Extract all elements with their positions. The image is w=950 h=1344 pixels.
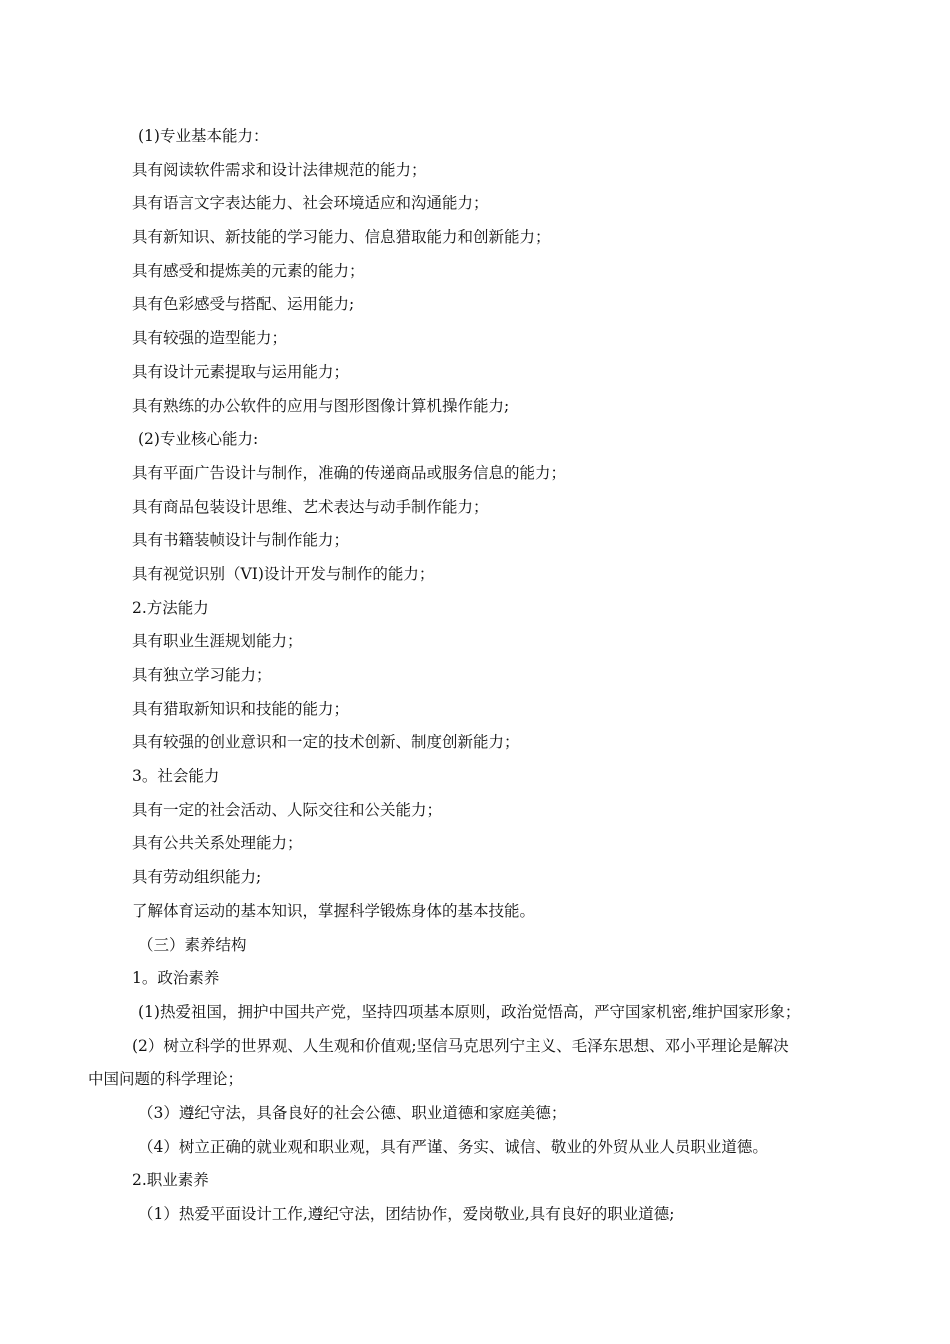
text-line: 具有阅读软件需求和设计法律规范的能力； [132, 160, 427, 179]
text-line: 具有较强的造型能力； [132, 329, 288, 348]
text-line: 具有劳动组织能力; [132, 868, 262, 887]
text-line: 2.职业素养 [132, 1171, 209, 1190]
text-line: 具有平面广告设计与制作，准确的传递商品或服务信息的能力； [132, 463, 567, 482]
text-line: （3）遵纪守法，具备良好的社会公德、职业道德和家庭美德； [138, 1103, 567, 1122]
text-line: 2.方法能力 [132, 598, 209, 617]
text-line: 具有熟练的办公软件的应用与图形图像计算机操作能力; [132, 396, 510, 415]
text-line: 具有较强的创业意识和一定的技术创新、制度创新能力； [132, 733, 520, 752]
text-line: 1。政治素养 [132, 969, 220, 988]
text-line: 具有新知识、新技能的学习能力、信息猎取能力和创新能力； [132, 228, 551, 247]
text-line: 具有书籍装帧设计与制作能力； [132, 531, 350, 550]
document-body [88, 120, 868, 1232]
text-line: （1）热爱平面设计工作,遵纪守法，团结协作，爱岗敬业,具有良好的职业道德; [138, 1205, 675, 1223]
text-line: (1)专业基本能力： [138, 127, 269, 145]
text-line: 具有猎取新知识和技能的能力； [132, 699, 350, 718]
text-line: 具有设计元素提取与运用能力； [132, 362, 350, 381]
text-line: (2）树立科学的世界观、人生观和价值观;坚信马克思列宁主义、毛泽东思想、邓小平理论是解决 [132, 1036, 789, 1055]
text-line: 具有感受和提炼美的元素的能力； [132, 261, 365, 280]
text-line: 具有色彩感受与搭配、运用能力; [132, 295, 355, 314]
text-line: （4）树立正确的就业观和职业观，具有严谨、务实、诚信、敬业的外贸从业人员职业道德。 [138, 1137, 768, 1156]
text-line: (2)专业核心能力: [138, 430, 259, 449]
text-line: 3。社会能力 [132, 767, 220, 786]
text-line: 具有语言文字表达能力、社会环境适应和沟通能力； [132, 194, 489, 213]
text-line: 具有一定的社会活动、人际交往和公关能力； [132, 800, 443, 819]
text-line: 具有公共关系处理能力； [132, 834, 303, 853]
text-line: 具有视觉识别（VI)设计开发与制作的能力； [132, 564, 435, 583]
text-line: 中国问题的科学理论； [88, 1070, 244, 1089]
text-line: 具有商品包装设计思维、艺术表达与动手制作能力； [132, 497, 489, 516]
text-line: 具有独立学习能力； [132, 666, 272, 684]
text-line: 具有职业生涯规划能力； [132, 632, 303, 651]
text-line: (1)热爱祖国，拥护中国共产党，坚持四项基本原则，政治觉悟高，严守国家机密,维护国家形象； [138, 1002, 801, 1021]
text-line: （三）素养结构 [138, 935, 247, 954]
text-line: 了解体育运动的基本知识，掌握科学锻炼身体的基本技能。 [132, 901, 536, 920]
